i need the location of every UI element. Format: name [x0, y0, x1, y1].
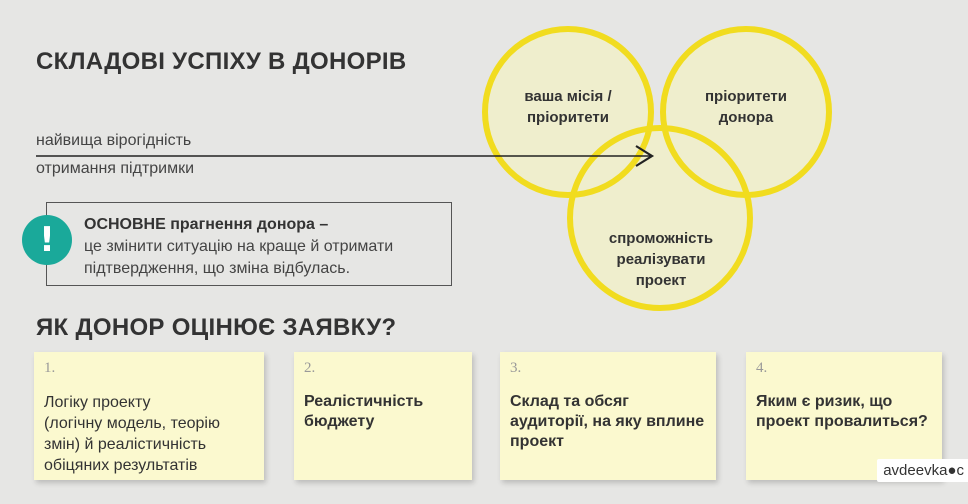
criteria-card-1 — [34, 352, 264, 480]
card-text: Склад та обсяг аудиторії, на яку вплине проект — [510, 393, 705, 450]
card-text: Яким є ризик, що проект провалиться? — [756, 393, 928, 430]
card-number: 4. — [756, 360, 768, 376]
lead-text-line-1: найвища вірогідність — [36, 132, 192, 149]
section-title: ЯК ДОНОР ОЦІНЮЄ ЗАЯВКУ? — [36, 314, 397, 341]
note-body: це змінити ситуацію на краще й отримати підтвердження, що зміна відбулась. — [84, 238, 394, 277]
exclamation-icon: ! — [22, 215, 72, 265]
card-number: 2. — [304, 360, 316, 376]
card-text: Логіку проекту (логічну модель, теорію змін) й реалістичність обіцяних результатів — [44, 394, 220, 474]
criteria-card-2 — [294, 352, 472, 480]
page-title: СКЛАДОВІ УСПІХУ В ДОНОРІВ — [36, 48, 407, 75]
card-text: Реалістичність бюджету — [304, 393, 424, 430]
venn-label-capacity: спроможність реалізувати проект — [608, 230, 714, 289]
venn-label-donor: пріоритети донора — [705, 88, 787, 126]
note-text — [84, 214, 444, 280]
note-bold: ОСНОВНЕ прагнення донора – — [84, 216, 329, 233]
lead-text-line-2: отримання підтримки — [36, 160, 195, 177]
criteria-card-3 — [500, 352, 716, 480]
watermark: avdeevka●c — [877, 459, 968, 482]
card-number: 3. — [510, 360, 522, 376]
venn-label-mission: ваша місія / пріоритети — [524, 88, 612, 126]
card-number: 1. — [44, 360, 56, 376]
